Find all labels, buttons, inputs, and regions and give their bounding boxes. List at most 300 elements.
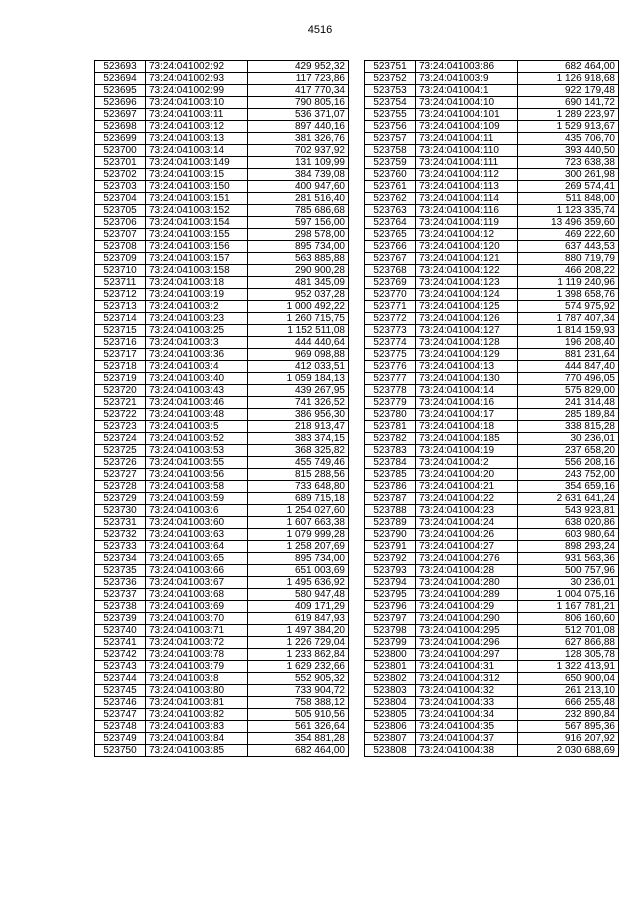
cadastral-number-cell: 73:24:041003:86 [416,61,518,73]
table-row [365,157,619,169]
cadastral-number-cell: 73:24:041004:2 [416,457,518,469]
row-number-cell: 523714 [95,313,146,325]
cadastral-number-cell: 73:24:041003:149 [146,157,248,169]
cadastral-number-cell: 73:24:041003:14 [146,145,248,157]
value-cell: 300 261,98 [518,169,619,181]
cadastral-number-cell: 73:24:041003:9 [416,73,518,85]
value-cell: 895 734,00 [248,553,349,565]
value-cell: 770 496,05 [518,373,619,385]
row-number-cell: 523799 [365,637,416,649]
cadastral-number-cell: 73:24:041003:59 [146,493,248,505]
row-number-cell: 523750 [95,745,146,757]
row-number-cell: 523700 [95,145,146,157]
cadastral-number-cell: 73:24:041003:23 [146,313,248,325]
value-cell: 412 033,51 [248,361,349,373]
table-row [365,253,619,265]
cadastral-number-cell: 73:24:041003:3 [146,337,248,349]
row-number-cell: 523743 [95,661,146,673]
value-cell: 1 497 384,20 [248,625,349,637]
table-row [365,541,619,553]
row-number-cell: 523793 [365,565,416,577]
row-number-cell: 523803 [365,685,416,697]
right-register-table [364,60,619,757]
table-row [95,193,349,205]
value-cell: 269 574,41 [518,181,619,193]
table-row [95,277,349,289]
table-row [365,397,619,409]
row-number-cell: 523790 [365,529,416,541]
cadastral-number-cell: 73:24:041003:60 [146,517,248,529]
value-cell: 383 374,15 [248,433,349,445]
value-cell: 575 829,00 [518,385,619,397]
cadastral-number-cell: 73:24:041003:69 [146,601,248,613]
table-row [365,385,619,397]
value-cell: 338 815,28 [518,421,619,433]
cadastral-number-cell: 73:24:041004:32 [416,685,518,697]
table-row [95,565,349,577]
row-number-cell: 523738 [95,601,146,613]
cadastral-number-cell: 73:24:041004:129 [416,349,518,361]
table-row [95,61,349,73]
table-row [365,505,619,517]
row-number-cell: 523800 [365,649,416,661]
value-cell: 1 152 511,08 [248,325,349,337]
page-number: 4516 [307,24,333,36]
value-cell: 500 757,96 [518,565,619,577]
cadastral-number-cell: 73:24:041003:56 [146,469,248,481]
cadastral-number-cell: 73:24:041004:31 [416,661,518,673]
table-row [95,289,349,301]
value-cell: 1 260 715,75 [248,313,349,325]
cadastral-number-cell: 73:24:041003:157 [146,253,248,265]
row-number-cell: 523753 [365,85,416,97]
value-cell: 435 706,70 [518,133,619,145]
cadastral-number-cell: 73:24:041004:29 [416,601,518,613]
row-number-cell: 523696 [95,97,146,109]
table-row [95,637,349,649]
table-row [95,505,349,517]
row-number-cell: 523774 [365,337,416,349]
cadastral-number-cell: 73:24:041004:21 [416,481,518,493]
value-cell: 1 167 781,21 [518,601,619,613]
table-row [365,277,619,289]
row-number-cell: 523745 [95,685,146,697]
cadastral-number-cell: 73:24:041004:26 [416,529,518,541]
cadastral-number-cell: 73:24:041004:121 [416,253,518,265]
table-row [365,361,619,373]
value-cell: 469 222,60 [518,229,619,241]
value-cell: 117 723,86 [248,73,349,85]
cadastral-number-cell: 73:24:041003:151 [146,193,248,205]
table-row [365,181,619,193]
cadastral-number-cell: 73:24:041004:297 [416,649,518,661]
row-number-cell: 523708 [95,241,146,253]
cadastral-number-cell: 73:24:041003:155 [146,229,248,241]
row-number-cell: 523758 [365,145,416,157]
row-number-cell: 523805 [365,709,416,721]
value-cell: 393 440,50 [518,145,619,157]
value-cell: 354 659,16 [518,481,619,493]
row-number-cell: 523695 [95,85,146,97]
table-row [95,601,349,613]
row-number-cell: 523788 [365,505,416,517]
value-cell: 481 345,09 [248,277,349,289]
value-cell: 1 079 999,28 [248,529,349,541]
cadastral-number-cell: 73:24:041004:19 [416,445,518,457]
value-cell: 1 123 335,74 [518,205,619,217]
cadastral-number-cell: 73:24:041003:58 [146,481,248,493]
value-cell: 543 923,81 [518,505,619,517]
table-row [365,529,619,541]
value-cell: 1 126 918,68 [518,73,619,85]
cadastral-number-cell: 73:24:041003:67 [146,577,248,589]
table-row [365,637,619,649]
table-row [95,517,349,529]
cadastral-number-cell: 73:24:041002:99 [146,85,248,97]
table-row [365,649,619,661]
value-cell: 232 890,84 [518,709,619,721]
value-cell: 455 749,46 [248,457,349,469]
row-number-cell: 523737 [95,589,146,601]
value-cell: 567 895,36 [518,721,619,733]
cadastral-number-cell: 73:24:041004:113 [416,181,518,193]
row-number-cell: 523693 [95,61,146,73]
cadastral-number-cell: 73:24:041004:11 [416,133,518,145]
value-cell: 627 866,88 [518,637,619,649]
cadastral-number-cell: 73:24:041004:122 [416,265,518,277]
row-number-cell: 523764 [365,217,416,229]
value-cell: 952 037,28 [248,289,349,301]
cadastral-number-cell: 73:24:041004:37 [416,733,518,745]
value-cell: 931 563,36 [518,553,619,565]
table-row [95,385,349,397]
value-cell: 368 325,82 [248,445,349,457]
row-number-cell: 523807 [365,733,416,745]
cadastral-number-cell: 73:24:041004:124 [416,289,518,301]
value-cell: 298 578,00 [248,229,349,241]
table-row [95,241,349,253]
row-number-cell: 523798 [365,625,416,637]
row-number-cell: 523724 [95,433,146,445]
table-row [95,325,349,337]
table-row [95,313,349,325]
value-cell: 1 258 207,69 [248,541,349,553]
value-cell: 243 752,00 [518,469,619,481]
row-number-cell: 523709 [95,253,146,265]
table-row [365,193,619,205]
value-cell: 1 119 240,96 [518,277,619,289]
row-number-cell: 523802 [365,673,416,685]
cadastral-number-cell: 73:24:041004:185 [416,433,518,445]
row-number-cell: 523757 [365,133,416,145]
value-cell: 733 904,72 [248,685,349,697]
value-cell: 1 629 232,66 [248,661,349,673]
value-cell: 444 440,64 [248,337,349,349]
table-row [95,409,349,421]
value-cell: 290 900,28 [248,265,349,277]
right-table-body [365,61,619,757]
table-row [95,97,349,109]
cadastral-number-cell: 73:24:041004:23 [416,505,518,517]
value-cell: 689 715,18 [248,493,349,505]
row-number-cell: 523706 [95,217,146,229]
value-cell: 1 004 075,16 [518,589,619,601]
row-number-cell: 523754 [365,97,416,109]
value-cell: 758 388,12 [248,697,349,709]
value-cell: 574 975,92 [518,301,619,313]
table-row [365,685,619,697]
value-cell: 690 141,72 [518,97,619,109]
cadastral-number-cell: 73:24:041004:125 [416,301,518,313]
value-cell: 597 156,00 [248,217,349,229]
row-number-cell: 523717 [95,349,146,361]
cadastral-number-cell: 73:24:041004:18 [416,421,518,433]
table-row [365,517,619,529]
value-cell: 1 226 729,04 [248,637,349,649]
row-number-cell: 523732 [95,529,146,541]
value-cell: 723 638,38 [518,157,619,169]
cadastral-number-cell: 73:24:041004:114 [416,193,518,205]
table-row [365,373,619,385]
value-cell: 384 739,08 [248,169,349,181]
cadastral-number-cell: 73:24:041003:70 [146,613,248,625]
table-row [95,397,349,409]
cadastral-number-cell: 73:24:041003:46 [146,397,248,409]
value-cell: 815 288,56 [248,469,349,481]
value-cell: 880 719,79 [518,253,619,265]
row-number-cell: 523779 [365,397,416,409]
cadastral-number-cell: 73:24:041004:112 [416,169,518,181]
value-cell: 1 233 862,84 [248,649,349,661]
value-cell: 1 000 492,22 [248,301,349,313]
value-cell: 2 030 688,69 [518,745,619,757]
cadastral-number-cell: 73:24:041003:68 [146,589,248,601]
table-row [365,697,619,709]
value-cell: 741 326,52 [248,397,349,409]
row-number-cell: 523746 [95,697,146,709]
row-number-cell: 523742 [95,649,146,661]
row-number-cell: 523782 [365,433,416,445]
table-row [365,673,619,685]
value-cell: 733 648,80 [248,481,349,493]
row-number-cell: 523744 [95,673,146,685]
value-cell: 580 947,48 [248,589,349,601]
cadastral-number-cell: 73:24:041004:12 [416,229,518,241]
table-row [95,349,349,361]
row-number-cell: 523795 [365,589,416,601]
table-row [95,121,349,133]
cadastral-number-cell: 73:24:041003:72 [146,637,248,649]
cadastral-number-cell: 73:24:041004:20 [416,469,518,481]
table-row [95,169,349,181]
table-row [365,733,619,745]
cadastral-number-cell: 73:24:041003:6 [146,505,248,517]
value-cell: 1 814 159,93 [518,325,619,337]
table-row [95,745,349,757]
row-number-cell: 523762 [365,193,416,205]
row-number-cell: 523734 [95,553,146,565]
cadastral-number-cell: 73:24:041004:296 [416,637,518,649]
cadastral-number-cell: 73:24:041003:78 [146,649,248,661]
value-cell: 638 020,86 [518,517,619,529]
row-number-cell: 523792 [365,553,416,565]
row-number-cell: 523759 [365,157,416,169]
cadastral-number-cell: 73:24:041004:109 [416,121,518,133]
cadastral-number-cell: 73:24:041004:290 [416,613,518,625]
row-number-cell: 523773 [365,325,416,337]
value-cell: 131 109,99 [248,157,349,169]
table-row [95,625,349,637]
row-number-cell: 523765 [365,229,416,241]
cadastral-number-cell: 73:24:041004:38 [416,745,518,757]
row-number-cell: 523763 [365,205,416,217]
table-row [95,589,349,601]
row-number-cell: 523791 [365,541,416,553]
value-cell: 666 255,48 [518,697,619,709]
value-cell: 969 098,88 [248,349,349,361]
table-row [95,145,349,157]
row-number-cell: 523721 [95,397,146,409]
table-row [365,85,619,97]
cadastral-number-cell: 73:24:041003:11 [146,109,248,121]
table-row [365,313,619,325]
cadastral-number-cell: 73:24:041003:63 [146,529,248,541]
table-row [365,409,619,421]
table-row [95,541,349,553]
row-number-cell: 523772 [365,313,416,325]
cadastral-number-cell: 73:24:041004:312 [416,673,518,685]
value-cell: 682 464,00 [518,61,619,73]
cadastral-number-cell: 73:24:041003:82 [146,709,248,721]
row-number-cell: 523712 [95,289,146,301]
value-cell: 916 207,92 [518,733,619,745]
cadastral-number-cell: 73:24:041004:1 [416,85,518,97]
row-number-cell: 523741 [95,637,146,649]
table-row [365,625,619,637]
table-row [365,145,619,157]
table-row [365,445,619,457]
row-number-cell: 523787 [365,493,416,505]
table-row [365,169,619,181]
value-cell: 1 059 184,13 [248,373,349,385]
value-cell: 790 805,16 [248,97,349,109]
table-row [365,73,619,85]
table-row [95,613,349,625]
table-row [365,349,619,361]
row-number-cell: 523806 [365,721,416,733]
value-cell: 650 900,04 [518,673,619,685]
table-row [365,241,619,253]
table-row [365,133,619,145]
row-number-cell: 523771 [365,301,416,313]
cadastral-number-cell: 73:24:041004:110 [416,145,518,157]
cadastral-number-cell: 73:24:041004:16 [416,397,518,409]
table-row [95,481,349,493]
table-row [95,469,349,481]
cadastral-number-cell: 73:24:041003:71 [146,625,248,637]
row-number-cell: 523736 [95,577,146,589]
value-cell: 1 322 413,91 [518,661,619,673]
value-cell: 196 208,40 [518,337,619,349]
row-number-cell: 523694 [95,73,146,85]
value-cell: 285 189,84 [518,409,619,421]
cadastral-number-cell: 73:24:041003:55 [146,457,248,469]
table-row [95,85,349,97]
value-cell: 1 529 913,67 [518,121,619,133]
table-row [95,337,349,349]
table-row [365,97,619,109]
row-number-cell: 523730 [95,505,146,517]
cadastral-number-cell: 73:24:041003:152 [146,205,248,217]
row-number-cell: 523726 [95,457,146,469]
value-cell: 1 495 636,92 [248,577,349,589]
row-number-cell: 523704 [95,193,146,205]
cadastral-number-cell: 73:24:041003:150 [146,181,248,193]
row-number-cell: 523778 [365,385,416,397]
table-row [95,301,349,313]
table-row [95,457,349,469]
left-register-table [94,60,349,757]
table-row [365,589,619,601]
row-number-cell: 523766 [365,241,416,253]
value-cell: 536 371,07 [248,109,349,121]
cadastral-number-cell: 73:24:041003:154 [146,217,248,229]
value-cell: 563 885,88 [248,253,349,265]
value-cell: 603 980,64 [518,529,619,541]
table-row [365,661,619,673]
cadastral-number-cell: 73:24:041004:280 [416,577,518,589]
cadastral-number-cell: 73:24:041003:52 [146,433,248,445]
table-row [95,529,349,541]
cadastral-number-cell: 73:24:041004:10 [416,97,518,109]
table-row [95,493,349,505]
row-number-cell: 523808 [365,745,416,757]
value-cell: 512 701,08 [518,625,619,637]
row-number-cell: 523725 [95,445,146,457]
table-row [95,229,349,241]
table-row [95,685,349,697]
row-number-cell: 523749 [95,733,146,745]
value-cell: 806 160,60 [518,613,619,625]
table-row [95,265,349,277]
row-number-cell: 523781 [365,421,416,433]
row-number-cell: 523699 [95,133,146,145]
cadastral-number-cell: 73:24:041003:66 [146,565,248,577]
row-number-cell: 523720 [95,385,146,397]
row-number-cell: 523794 [365,577,416,589]
table-row [365,325,619,337]
row-number-cell: 523789 [365,517,416,529]
value-cell: 682 464,00 [248,745,349,757]
row-number-cell: 523767 [365,253,416,265]
value-cell: 552 905,32 [248,673,349,685]
table-row [95,553,349,565]
cadastral-number-cell: 73:24:041003:84 [146,733,248,745]
table-row [95,433,349,445]
cadastral-number-cell: 73:24:041004:295 [416,625,518,637]
cadastral-number-cell: 73:24:041003:79 [146,661,248,673]
row-number-cell: 523780 [365,409,416,421]
table-row [365,421,619,433]
table-row [365,205,619,217]
table-row [365,433,619,445]
cadastral-number-cell: 73:24:041003:4 [146,361,248,373]
table-row [365,613,619,625]
cadastral-number-cell: 73:24:041004:24 [416,517,518,529]
table-row [365,109,619,121]
cadastral-number-cell: 73:24:041003:10 [146,97,248,109]
cadastral-number-cell: 73:24:041004:128 [416,337,518,349]
